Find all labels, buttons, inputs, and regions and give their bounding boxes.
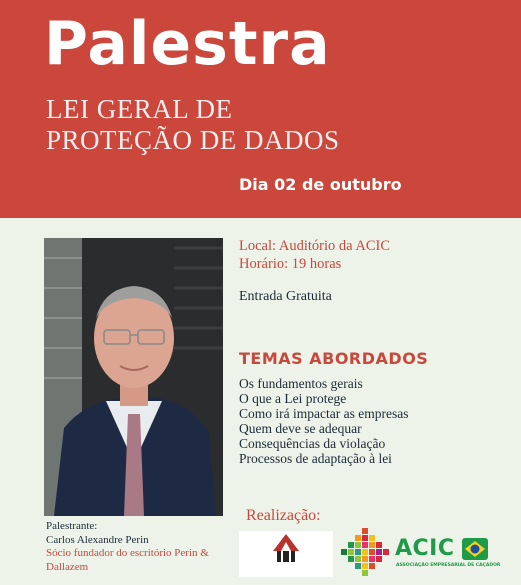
topics-heading: TEMAS ABORDADOS [239, 349, 429, 368]
event-date: Dia 02 de outubro [239, 175, 402, 194]
topics-list [239, 376, 408, 466]
subtitle-line-2: PROTEÇÃO DE DADOS [46, 125, 340, 155]
acic-logo: ACIC [395, 536, 455, 561]
speaker-role-line-1: Sócio fundador do escritório Perin & [46, 547, 209, 559]
topic-item: Quem deve se adequar [239, 421, 362, 436]
topic-item: Consequências da violação [239, 436, 386, 451]
topic-item: Os fundamentos gerais [239, 376, 363, 391]
speaker-photo [44, 238, 223, 516]
speaker-name: Carlos Alexandre Perin [46, 533, 149, 546]
topic-item: Como irá impactar as empresas [239, 406, 409, 421]
event-location: Local: Auditório da ACIC [239, 238, 391, 254]
subtitle [46, 94, 340, 156]
event-time: Horário: 19 horas [239, 256, 342, 272]
mosaic-logo [341, 528, 391, 583]
perin-dallazem-logo [239, 531, 333, 577]
speaker-label: Palestrante: [46, 520, 98, 532]
topic-item: Processos de adaptação à lei [239, 451, 392, 466]
sponsors-label: Realização: [246, 507, 321, 524]
speaker-role-line-2: Dallazem [46, 560, 89, 573]
subtitle-line-1: LEI GERAL DE [46, 94, 233, 124]
topic-item: O que a Lei protege [239, 391, 347, 406]
acic-subtitle: ASSOCIAÇÃO EMPRESARIAL DE CAÇADOR [396, 563, 501, 568]
acic-flag-icon [462, 538, 488, 560]
event-info [239, 237, 390, 273]
speaker-caption [46, 520, 209, 574]
entry-info: Entrada Gratuita [239, 289, 332, 304]
page-title: Palestra [44, 9, 331, 79]
